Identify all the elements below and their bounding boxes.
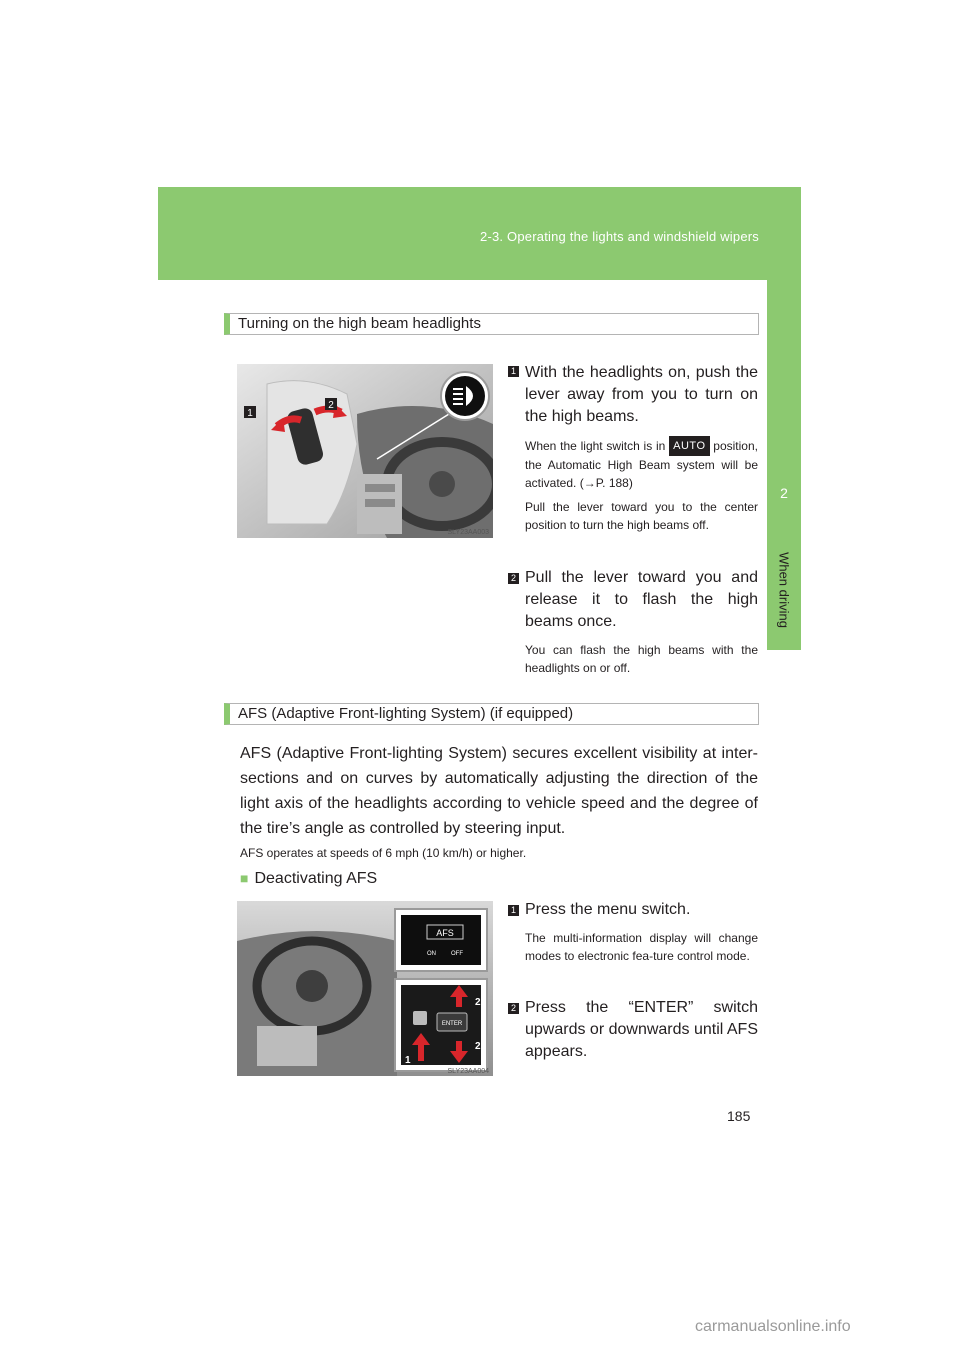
headlight-lever-illustration xyxy=(237,364,493,538)
step-1-note-b: Pull the lever toward you to the center position to turn the high beams off. xyxy=(525,500,758,532)
step-1-note-a-post: position, the Automatic High Beam system will be activated. (→P. 188) xyxy=(525,439,758,490)
step-1-note-a xyxy=(525,436,758,492)
image-code: SLY23AA003 xyxy=(447,529,489,536)
subheading-marker: ■ xyxy=(240,870,249,886)
subheading-text: Deactivating AFS xyxy=(254,870,378,887)
multi-info-display xyxy=(401,915,481,965)
high-beam-step-2 xyxy=(508,567,758,677)
section-title: 2-3. Operating the lights and windshield wipers xyxy=(480,229,759,244)
afs-step-2-text: Press the “ENTER” switch upwards or downwards until AFS appears. xyxy=(525,999,758,1060)
callout-1-text: 1 xyxy=(405,1055,411,1066)
watermark: carmanualsonline.info xyxy=(695,1318,851,1335)
afs-speed-note: AFS operates at speeds of 6 mph (10 km/h) or higher. xyxy=(240,846,527,860)
afs-dashboard-illustration xyxy=(237,901,493,1076)
afs-step-2-marker: 2 xyxy=(508,1003,519,1014)
auto-badge: AUTO xyxy=(669,436,709,456)
headlight-lever-photo xyxy=(237,364,493,538)
callout-2-down-text: 2 xyxy=(475,1041,481,1052)
deactivating-afs-heading xyxy=(240,870,377,888)
callout-2-up-text: 2 xyxy=(475,997,481,1008)
enter-label: ENTER xyxy=(441,1021,463,1027)
step-1-text: With the headlights on, push the lever away from you to turn on the high beams. xyxy=(525,364,758,425)
display-on: ON xyxy=(427,951,436,957)
display-title: AFS xyxy=(436,928,454,938)
image-code: SLY23AA004 xyxy=(447,1068,489,1075)
afs-paragraph: AFS (Adaptive Front-lighting System) secures excellent visibility at inter-sections and on curves by automatically adjusting the direction of the light axis of the headlights according to vehicle speed and the degree of the tire’s angle as controlled by steering input. xyxy=(240,745,758,837)
high-beam-indicator-icon xyxy=(445,376,485,416)
afs-step-1-note: The multi-information display will change modes to electronic fea-ture control mode. xyxy=(525,931,758,963)
header-band xyxy=(158,187,801,280)
high-beam-heading xyxy=(224,313,759,335)
step-1-note-a-pre: When the light switch is in xyxy=(525,439,666,453)
callout-1-text: 1 xyxy=(247,408,253,419)
chapter-label: When driving xyxy=(776,552,792,628)
step-2-marker: 2 xyxy=(508,573,519,584)
callout-2-text: 2 xyxy=(328,400,334,411)
afs-step-1-marker: 1 xyxy=(508,905,519,916)
afs-step-2 xyxy=(508,997,758,1063)
afs-dashboard-photo xyxy=(237,901,493,1076)
afs-step-1 xyxy=(508,899,758,965)
step-2-note: You can flash the high beams with the headlights on or off. xyxy=(525,643,758,675)
chapter-number: 2 xyxy=(780,485,788,501)
chapter-label-wrap xyxy=(769,530,799,650)
afs-heading-text: AFS (Adaptive Front-lighting System) (if equipped) xyxy=(238,705,574,722)
display-off: OFF xyxy=(451,951,463,957)
afs-heading xyxy=(224,703,759,725)
step-2-text: Pull the lever toward you and release it to flash the high beams once. xyxy=(525,569,758,630)
high-beam-heading-text: Turning on the high beam headlights xyxy=(238,315,481,332)
page-number: 185 xyxy=(727,1108,751,1124)
high-beam-step-1 xyxy=(508,362,758,534)
step-1-marker: 1 xyxy=(508,366,519,377)
menu-switch xyxy=(413,1011,427,1025)
afs-step-1-text: Press the menu switch. xyxy=(525,901,691,918)
